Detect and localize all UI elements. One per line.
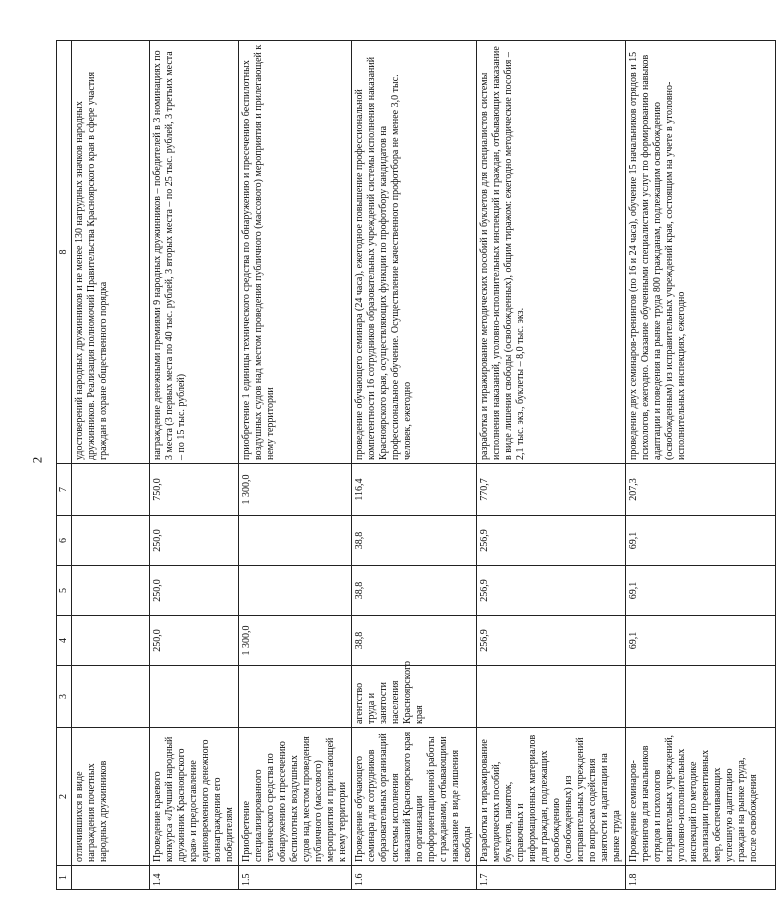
amount-total: 750,0 [150,464,239,516]
row-number: 1.8 [626,866,776,890]
amount-col6 [239,516,352,566]
row-number: 1.4 [150,866,239,890]
header-cell: 5 [57,566,72,616]
amount-col6 [72,516,150,566]
header-cell: 1 [57,866,72,890]
amount-col5: 69,1 [626,566,776,616]
header-cell: 3 [57,666,72,728]
table-row [150,41,239,890]
amount-col4: 256,9 [477,616,626,666]
amount-total [72,464,150,516]
expected-result: проведение обучающего семинара (24 часа), ежегодное повышение профессиональной компетентности 16 сотрудников образовательных учреждений системы исполнения наказаний Красноярского края, осуществляющих функции по профотбору кандидатов на профессиональное обучение. Осуществление качественного профотбора не менее 3,0 тыс. человек, ежегодно [352,41,477,464]
expected-result: проведение двух семинаров-тренингов (по 16 и 24 часа), обучение 15 начальников отрядов и 15 психологов, ежегодно. Оказание обученными специалистами услуг по формированию навыков адаптации и поведения на рынке труда 800 гражданам, подлежащим освобождению (освобожденным) из исправительных учреждений края, состоящим на учете в уголовно-исполнительных инспекциях, ежегодно [626,41,776,464]
amount-col5 [72,566,150,616]
table-row [239,41,352,890]
measure-name: Разработка и тиражирование методических пособий, буклетов, памяток, справочных и информационных материалов для граждан, подлежащих освобождению (освобожденных) из исправительных учреждений по вопросам содействия занятости и адаптации на рынке труда [477,728,626,866]
executor [239,666,352,728]
expected-result: удостоверений народных дружинников и не менее 130 нагрудных значков народных дружинников. Реализация полномочий Правительства Красноярского края в сфере участия граждан в охране общественного порядка [72,41,150,464]
amount-total: 116,4 [352,464,477,516]
amount-col6: 69,1 [626,516,776,566]
amount-col6: 256,9 [477,516,626,566]
measure-name: Приобретение специализированного технического средства по обнаружению и пресечению беспилотных воздушных судов над местом проведения публичного (массового) мероприятия и прилегающей к нему территории [239,728,352,866]
amount-col4: 38,8 [352,616,477,666]
measure-name: Проведение семинаров-тренингов для начальников отрядов и психологов исправительных учреждений, уголовно-исполнительных инспекций по методике реализации превентивных мер, обеспечивающих успешную адаптацию граждан на рынке труда, после освобождения [626,728,776,866]
executor [150,666,239,728]
row-number [72,866,150,890]
rotated-page-content [56,40,759,890]
amount-col6: 38,8 [352,516,477,566]
table-row [626,41,776,890]
header-cell: 4 [57,616,72,666]
executor: агентство труда и занятости населения Красноярского края [352,666,477,728]
amount-col5 [239,566,352,616]
executor [477,666,626,728]
table-row [72,41,150,890]
amount-col5: 38,8 [352,566,477,616]
executor [72,666,150,728]
table-row [477,41,626,890]
amount-col4: 1 300,0 [239,616,352,666]
page-number: 2 [29,456,45,464]
measure-name: Проведение обучающего семинара для сотрудников образовательных организаций системы исполнения наказаний Красноярского края по организации профориентационной работы с гражданами, отбывающими наказание в виде лишения свободы [352,728,477,866]
row-number: 1.7 [477,866,626,890]
amount-total: 207,3 [626,464,776,516]
table-row [352,41,477,890]
header-cell: 2 [57,728,72,866]
header-row [57,41,72,890]
expected-result: разработка и тиражирование методических пособий и буклетов для специалистов системы исполнения наказаний, уголовно-исполнительных инспекций и граждан, отбывающих наказание в виде лишения свободы (освобожденных), общим тиражом: ежегодно методические пособия – 2,1 тыс. экз., буклеты – 8,0 тыс. экз. [477,41,626,464]
amount-total: 770,7 [477,464,626,516]
amount-col5: 250,0 [150,566,239,616]
expected-result: приобретение 1 единицы технического средства по обнаружению и пресечению беспилотных воздушных судов над местом проведения публичного (массового) мероприятия и прилегающей к нему территории [239,41,352,464]
header-cell: 7 [57,464,72,516]
measure-name: Проведение краевого конкурса «Лучший народный дружинник Красноярского края» и предоставление единовременного денежного вознаграждения его победителям [150,728,239,866]
row-number: 1.6 [352,866,477,890]
executor [626,666,776,728]
header-cell: 6 [57,516,72,566]
amount-col6: 250,0 [150,516,239,566]
amount-col4: 250,0 [150,616,239,666]
amount-total: 1 300,0 [239,464,352,516]
measure-name: отличившихся в виде награждения почетных народных дружинников [72,728,150,866]
amount-col4 [72,616,150,666]
program-measures-table [56,40,776,890]
amount-col4: 69,1 [626,616,776,666]
amount-col5: 256,9 [477,566,626,616]
header-cell: 8 [57,41,72,464]
expected-result: награждение денежными премиями 9 народных дружинников – победителей в 3 номинациях по 3 места (3 первых места по 40 тыс. рублей, 3 вторых места – по 25 тыс. рублей, 3 третьих места – по 15 тыс. рублей) [150,41,239,464]
row-number: 1.5 [239,866,352,890]
